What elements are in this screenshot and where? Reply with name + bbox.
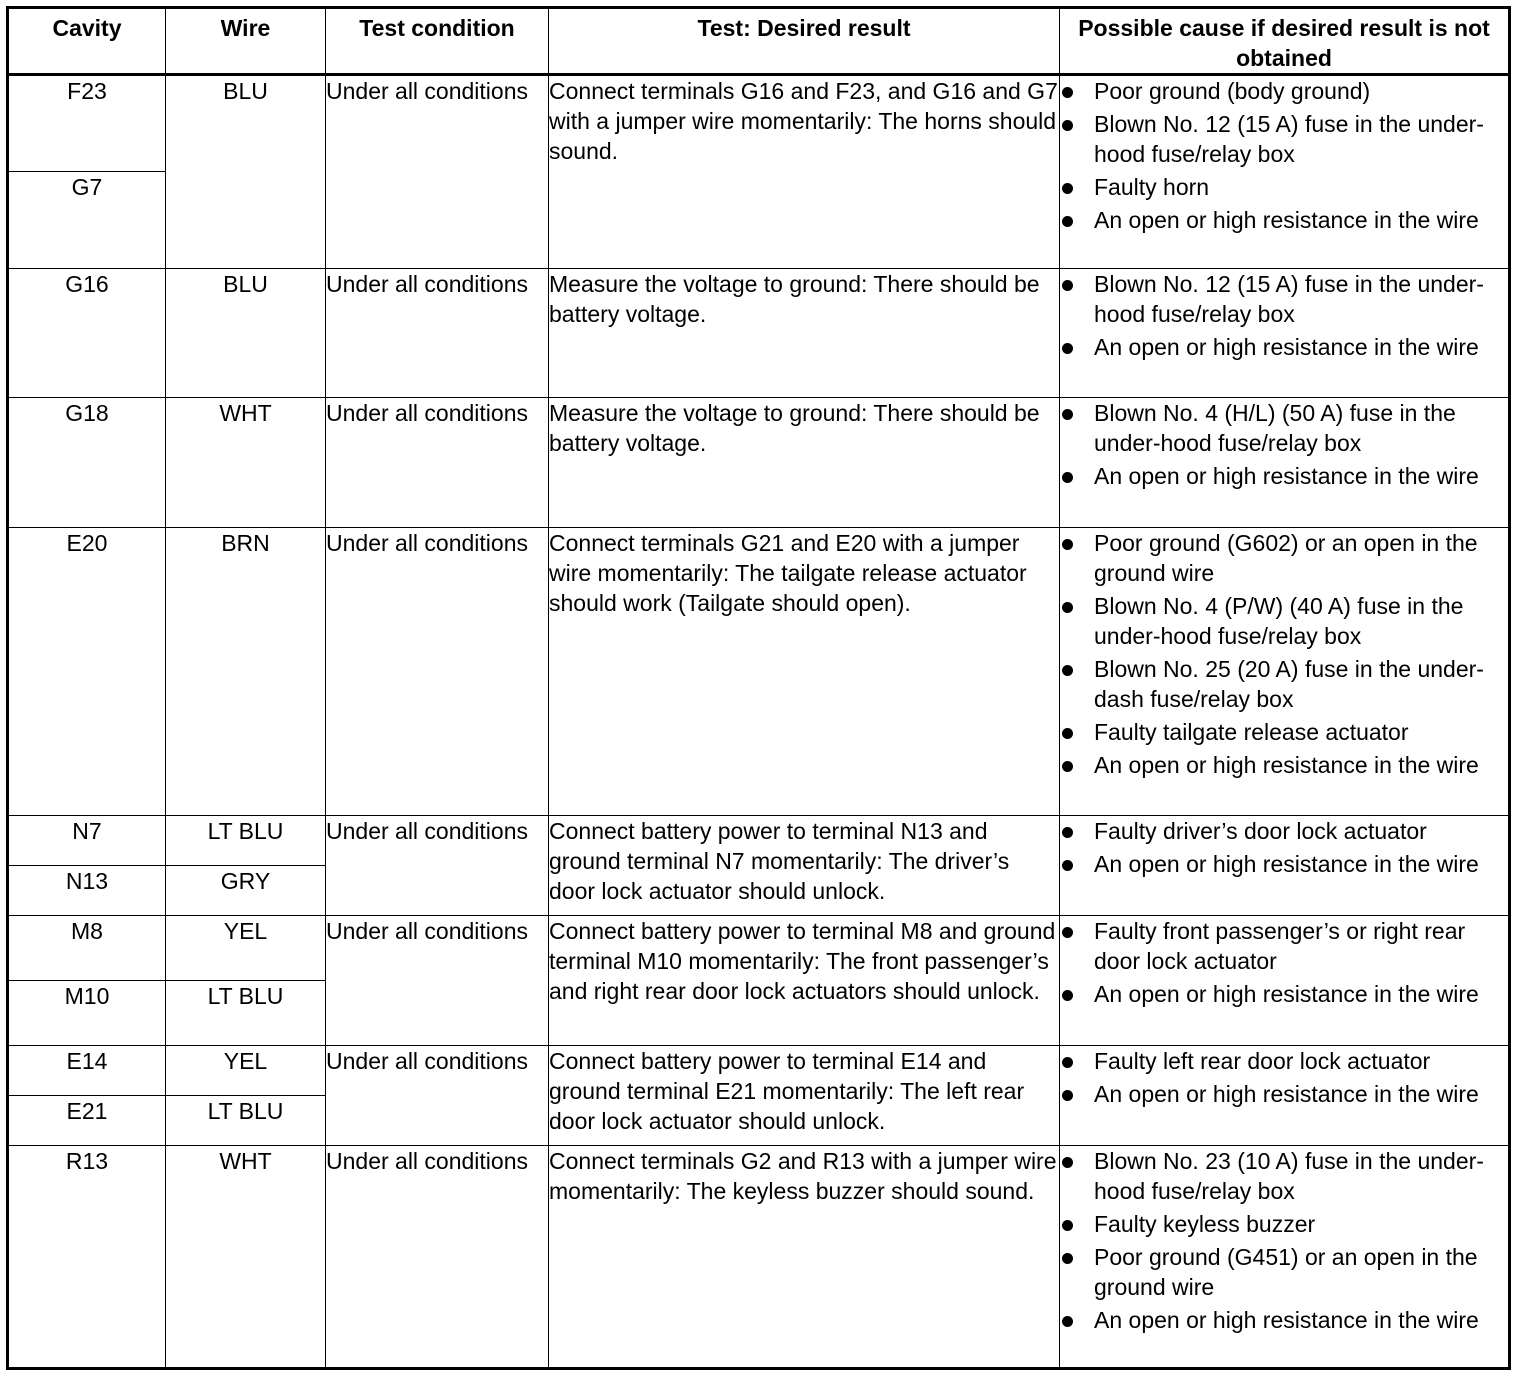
cause-item: Faulty front passenger’s or right rear door lock actuator — [1060, 916, 1508, 976]
condition-cell: Under all conditions — [326, 1046, 549, 1146]
condition-cell: Under all conditions — [326, 916, 549, 1046]
wire-cell: LT BLU — [166, 981, 326, 1046]
cause-cell — [1060, 916, 1510, 1046]
result-cell: Connect battery power to terminal M8 and ground terminal M10 momentarily: The front passenger’s and right rear door lock actuators should unlock. — [549, 916, 1060, 1046]
header-possible-cause: Possible cause if desired result is not obtained — [1060, 8, 1510, 75]
cavity-cell: N7 — [8, 816, 166, 866]
cavity-cell: E14 — [8, 1046, 166, 1096]
diagnostic-table — [6, 6, 1511, 1370]
condition-cell: Under all conditions — [326, 269, 549, 398]
cause-item: Poor ground (body ground) — [1060, 76, 1508, 106]
cause-item: Blown No. 23 (10 A) fuse in the under-hood fuse/relay box — [1060, 1146, 1508, 1206]
cause-cell — [1060, 528, 1510, 816]
cause-item: An open or high resistance in the wire — [1060, 1079, 1508, 1109]
header-desired-result: Test: Desired result — [549, 8, 1060, 75]
cavity-cell: R13 — [8, 1146, 166, 1369]
header-wire: Wire — [166, 8, 326, 75]
cause-cell — [1060, 75, 1510, 269]
cause-item: An open or high resistance in the wire — [1060, 461, 1508, 491]
condition-cell: Under all conditions — [326, 1146, 549, 1369]
cause-cell — [1060, 398, 1510, 528]
result-cell: Connect battery power to terminal N13 and ground terminal N7 momentarily: The driver’s door lock actuator should unlock. — [549, 816, 1060, 916]
cavity-cell: G16 — [8, 269, 166, 398]
cause-item: Faulty driver’s door lock actuator — [1060, 816, 1508, 846]
cause-item: Blown No. 4 (H/L) (50 A) fuse in the under-hood fuse/relay box — [1060, 398, 1508, 458]
cause-item: Blown No. 12 (15 A) fuse in the under-hood fuse/relay box — [1060, 109, 1508, 169]
table-row — [8, 398, 1510, 528]
cause-item: Faulty horn — [1060, 172, 1508, 202]
table-row — [8, 1046, 1510, 1096]
wire-cell: YEL — [166, 916, 326, 981]
cause-item: Blown No. 12 (15 A) fuse in the under-hood fuse/relay box — [1060, 269, 1508, 329]
cavity-cell: M8 — [8, 916, 166, 981]
wire-cell: WHT — [166, 398, 326, 528]
cause-item: Faulty left rear door lock actuator — [1060, 1046, 1508, 1076]
cause-item: Blown No. 4 (P/W) (40 A) fuse in the under-hood fuse/relay box — [1060, 591, 1508, 651]
cause-item: An open or high resistance in the wire — [1060, 1305, 1508, 1335]
cause-item: Faulty keyless buzzer — [1060, 1209, 1508, 1239]
cause-item: An open or high resistance in the wire — [1060, 750, 1508, 780]
wire-cell: GRY — [166, 866, 326, 916]
cavity-cell: E20 — [8, 528, 166, 816]
cause-cell — [1060, 816, 1510, 916]
result-cell: Connect terminals G2 and R13 with a jumper wire momentarily: The keyless buzzer should sound. — [549, 1146, 1060, 1369]
header-row — [8, 8, 1510, 75]
cause-cell — [1060, 1146, 1510, 1369]
wire-cell: BRN — [166, 528, 326, 816]
table-row — [8, 269, 1510, 398]
cause-item: An open or high resistance in the wire — [1060, 979, 1508, 1009]
condition-cell: Under all conditions — [326, 75, 549, 269]
wire-cell: BLU — [166, 75, 326, 269]
cause-item: Poor ground (G451) or an open in the ground wire — [1060, 1242, 1508, 1302]
table-row — [8, 916, 1510, 981]
table-row — [8, 75, 1510, 172]
cause-item: Blown No. 25 (20 A) fuse in the under-dash fuse/relay box — [1060, 654, 1508, 714]
cavity-cell: M10 — [8, 981, 166, 1046]
result-cell: Connect terminals G21 and E20 with a jumper wire momentarily: The tailgate release actuator should work (Tailgate should open). — [549, 528, 1060, 816]
cause-cell — [1060, 269, 1510, 398]
result-cell: Connect battery power to terminal E14 and ground terminal E21 momentarily: The left rear door lock actuator should unlock. — [549, 1046, 1060, 1146]
condition-cell: Under all conditions — [326, 528, 549, 816]
cavity-cell: E21 — [8, 1096, 166, 1146]
cause-item: Poor ground (G602) or an open in the ground wire — [1060, 528, 1508, 588]
wire-cell: BLU — [166, 269, 326, 398]
cause-item: An open or high resistance in the wire — [1060, 332, 1508, 362]
cause-cell — [1060, 1046, 1510, 1146]
wire-cell: YEL — [166, 1046, 326, 1096]
header-cavity: Cavity — [8, 8, 166, 75]
condition-cell: Under all conditions — [326, 398, 549, 528]
wire-cell: LT BLU — [166, 1096, 326, 1146]
table-row — [8, 1146, 1510, 1369]
cause-item: An open or high resistance in the wire — [1060, 849, 1508, 879]
cause-item: Faulty tailgate release actuator — [1060, 717, 1508, 747]
table-row — [8, 528, 1510, 816]
wire-cell: LT BLU — [166, 816, 326, 866]
cavity-cell: G7 — [8, 172, 166, 269]
cause-item: An open or high resistance in the wire — [1060, 205, 1508, 235]
cavity-cell: F23 — [8, 75, 166, 172]
result-cell: Connect terminals G16 and F23, and G16 and G7 with a jumper wire momentarily: The horns should sound. — [549, 75, 1060, 269]
wire-cell: WHT — [166, 1146, 326, 1369]
cavity-cell: G18 — [8, 398, 166, 528]
condition-cell: Under all conditions — [326, 816, 549, 916]
table-row — [8, 816, 1510, 866]
cavity-cell: N13 — [8, 866, 166, 916]
result-cell: Measure the voltage to ground: There should be battery voltage. — [549, 398, 1060, 528]
header-test-condition: Test condition — [326, 8, 549, 75]
result-cell: Measure the voltage to ground: There should be battery voltage. — [549, 269, 1060, 398]
